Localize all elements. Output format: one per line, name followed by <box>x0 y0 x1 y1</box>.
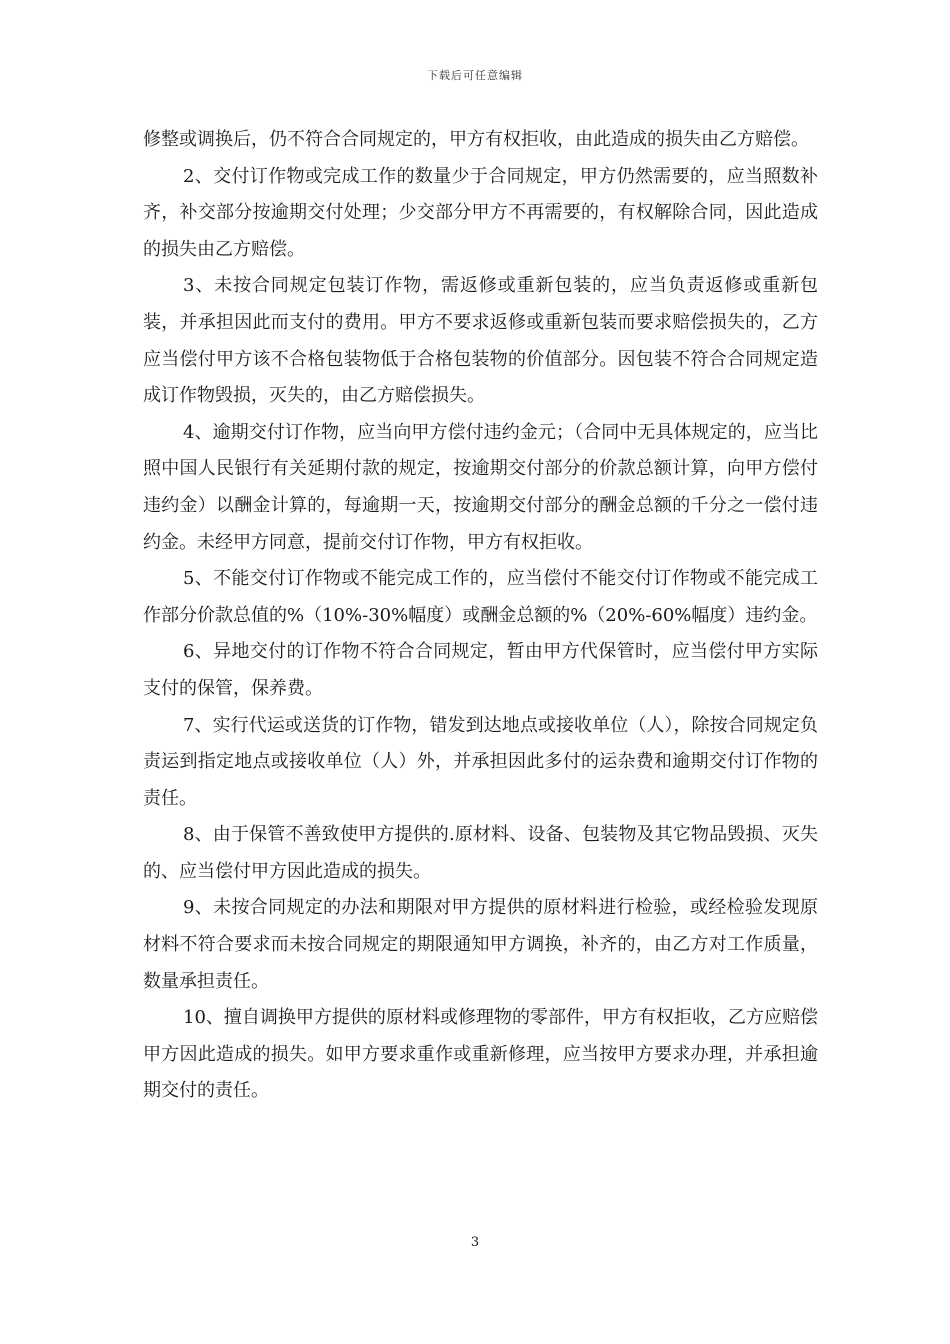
clause-4-paragraph: 4、逾期交付订作物，应当向甲方偿付违约金元；（合同中无具体规定的，应当比照中国人民银行有关延期付款的规定，按逾期交付部分的价款总额计算，向甲方偿付违约金）以酬金计算的，每逾期一天，按逾期交付部分的酬金总额的千分之一偿付违约金。未经甲方同意，提前交付订作物，甲方有权拒收。 <box>143 421 818 553</box>
clause-6-paragraph: 6、异地交付的订作物不符合合同规定，暂由甲方代保管时，应当偿付甲方实际支付的保管，保养费。 <box>143 641 818 699</box>
clause-8-paragraph: 8、由于保管不善致使甲方提供的.原材料、设备、包装物及其它物品毁损、灭失的、应当偿付甲方因此造成的损失。 <box>143 824 818 882</box>
clause-9-paragraph: 9、未按合同规定的办法和期限对甲方提供的原材料进行检验，或经检验发现原材料不符合要求而未按合同规定的期限通知甲方调换，补齐的，由乙方对工作质量，数量承担责任。 <box>143 897 818 992</box>
page-number: 3 <box>470 1235 480 1250</box>
document-body <box>143 122 818 1110</box>
clause-10-paragraph: 10、擅自调换甲方提供的原材料或修理物的零部件，甲方有权拒收，乙方应赔偿甲方因此造成的损失。如甲方要求重作或重新修理，应当按甲方要求办理，并承担逾期交付的责任。 <box>143 1007 818 1102</box>
clause-2-paragraph: 2、交付订作物或完成工作的数量少于合同规定，甲方仍然需要的，应当照数补齐，补交部分按逾期交付处理；少交部分甲方不再需要的，有权解除合同，因此造成的损失由乙方赔偿。 <box>143 165 818 260</box>
clause-7-paragraph: 7、实行代运或送货的订作物，错发到达地点或接收单位（人），除按合同规定负责运到指定地点或接收单位（人）外，并承担因此多付的运杂费和逾期交付订作物的责任。 <box>143 714 818 809</box>
page-header: 下载后可任意编辑 <box>427 69 523 82</box>
paragraph-continuation: 修整或调换后，仍不符合合同规定的，甲方有权拒收，由此造成的损失由乙方赔偿。 <box>143 129 809 150</box>
clause-5-paragraph: 5、不能交付订作物或不能完成工作的，应当偿付不能交付订作物或不能完成工作部分价款总值的%（10%-30%幅度）或酬金总额的%（20%-60%幅度）违约金。 <box>143 568 818 626</box>
clause-3-paragraph: 3、未按合同规定包装订作物，需返修或重新包装的，应当负责返修或重新包装，并承担因此而支付的费用。甲方不要求返修或重新包装而要求赔偿损失的，乙方应当偿付甲方该不合格包装物低于合格包装物的价值部分。因包装不符合合同规定造成订作物毁损，灭失的，由乙方赔偿损失。 <box>143 275 818 407</box>
